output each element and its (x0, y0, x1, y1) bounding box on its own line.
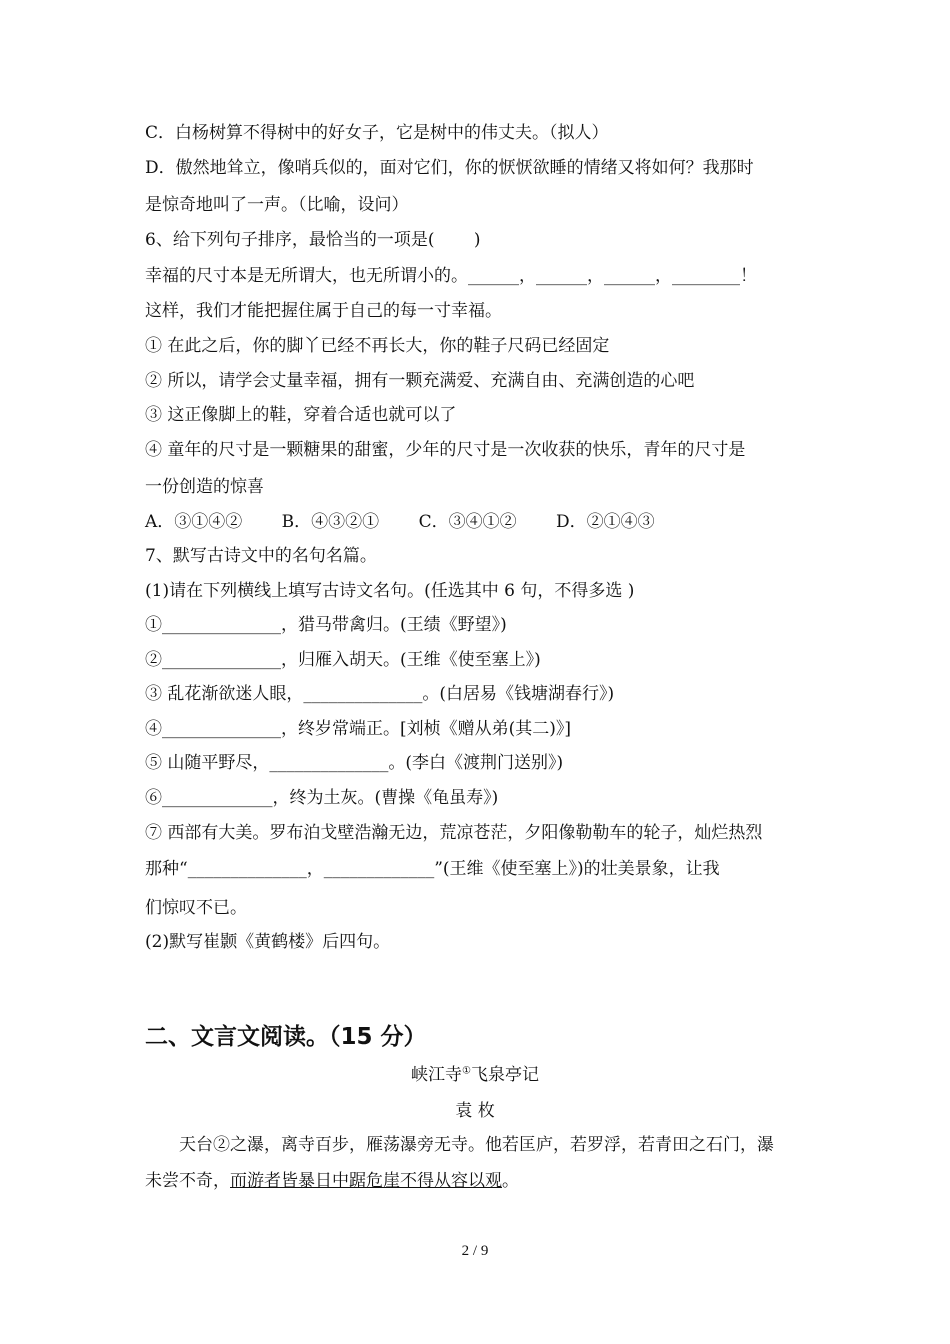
question-6-stem: 6、给下列句子排序，最恰当的一项是( ) (145, 230, 481, 250)
question-7-blank-4: ④______________，终岁常端正。[刘桢《赠从弟(其二)》] (145, 719, 572, 739)
question-7-blank-7-line1: ⑦ 西部有大美。罗布泊戈壁浩瀚无边，荒凉苍茫，夕阳像勒勒车的轮子，灿烂热烈 (145, 823, 763, 843)
question-7-blank-7-line2: 那种“______________，_____________”(王维《使至塞上》)的壮美景象，让我 (145, 859, 720, 879)
article-title-part-a: 峡江寺 (411, 1065, 463, 1085)
question-7-part1: (1)请在下列横线上填写古诗文名句。(任选其中 6 句，不得多选 ) (145, 581, 635, 601)
article-paragraph-line2 (145, 1170, 519, 1192)
question-7-blank-6: ⑥_____________，终为土灰。(曹操《龟虽寿》) (145, 788, 499, 808)
question-7-stem: 7、默写古诗文中的名句名篇。 (145, 546, 377, 566)
article-text: 未尝不奇， (145, 1171, 230, 1191)
question-6-sentence-2: ② 所以，请学会丈量幸福，拥有一颗充满爱、充满自由、充满创造的心吧 (145, 371, 695, 391)
question-6-sentence-3: ③ 这正像脚上的鞋，穿着合适也就可以了 (145, 405, 457, 425)
article-title (0, 1064, 950, 1086)
question-6-text-line1: 幸福的尺寸本是无所谓大，也无所谓小的。______，______，______，________！ (145, 266, 757, 286)
question-7-blank-5: ⑤ 山随平野尽，______________。(李白《渡荆门送别》) (145, 753, 564, 773)
question-7-blank-3: ③ 乱花渐欲迷人眼，______________。(白居易《钱塘湖春行》) (145, 684, 615, 704)
question-5-option-c: C．白杨树算不得树中的好女子，它是树中的伟丈夫。（拟人） (145, 123, 609, 143)
article-title-part-b: 飞泉亭记 (470, 1065, 539, 1085)
question-5-option-d-line2: 是惊奇地叫了一声。（比喻，设问） (145, 195, 409, 215)
question-6-sentence-4-line2: 一份创造的惊喜 (145, 477, 264, 497)
question-7-blank-7-line3: 们惊叹不已。 (145, 898, 247, 918)
question-6-text-line2: 这样，我们才能把握住属于自己的每一寸幸福。 (145, 301, 502, 321)
question-7-part2: (2)默写崔颢《黄鹤楼》后四句。 (145, 932, 391, 952)
question-5-option-d-line1: D．傲然地耸立，像哨兵似的，面对它们，你的恹恹欲睡的情绪又将如何？我那时 (145, 158, 754, 178)
article-paragraph-line1: 天台②之瀑，离寺百步，雁荡瀑旁无寺。他若匡庐，若罗浮，若青田之石门，瀑 (179, 1135, 774, 1155)
section-2-title: 二、文言文阅读。（15 分） (145, 1024, 427, 1050)
page-number: 2 / 9 (461, 1243, 489, 1259)
question-6-options: A．③①④② B．④③②① C．③④①② D．②①④③ (145, 512, 655, 532)
question-7-blank-1: ①______________，猎马带禽归。(王绩《野望》) (145, 615, 507, 635)
article-text-end: 。 (502, 1171, 519, 1191)
underlined-sentence: 而游者皆暴日中踞危崖不得从容以观 (230, 1171, 502, 1191)
question-7-blank-2: ②______________，归雁入胡天。(王维《使至塞上》) (145, 650, 541, 670)
question-6-sentence-1: ① 在此之后，你的脚丫已经不再长大，你的鞋子尺码已经固定 (145, 336, 610, 356)
article-title-footnote-mark: ① (462, 1065, 471, 1077)
article-author: 袁 枚 (455, 1101, 495, 1121)
question-6-sentence-4-line1: ④ 童年的尺寸是一颗糖果的甜蜜，少年的尺寸是一次收获的快乐，青年的尺寸是 (145, 440, 746, 460)
